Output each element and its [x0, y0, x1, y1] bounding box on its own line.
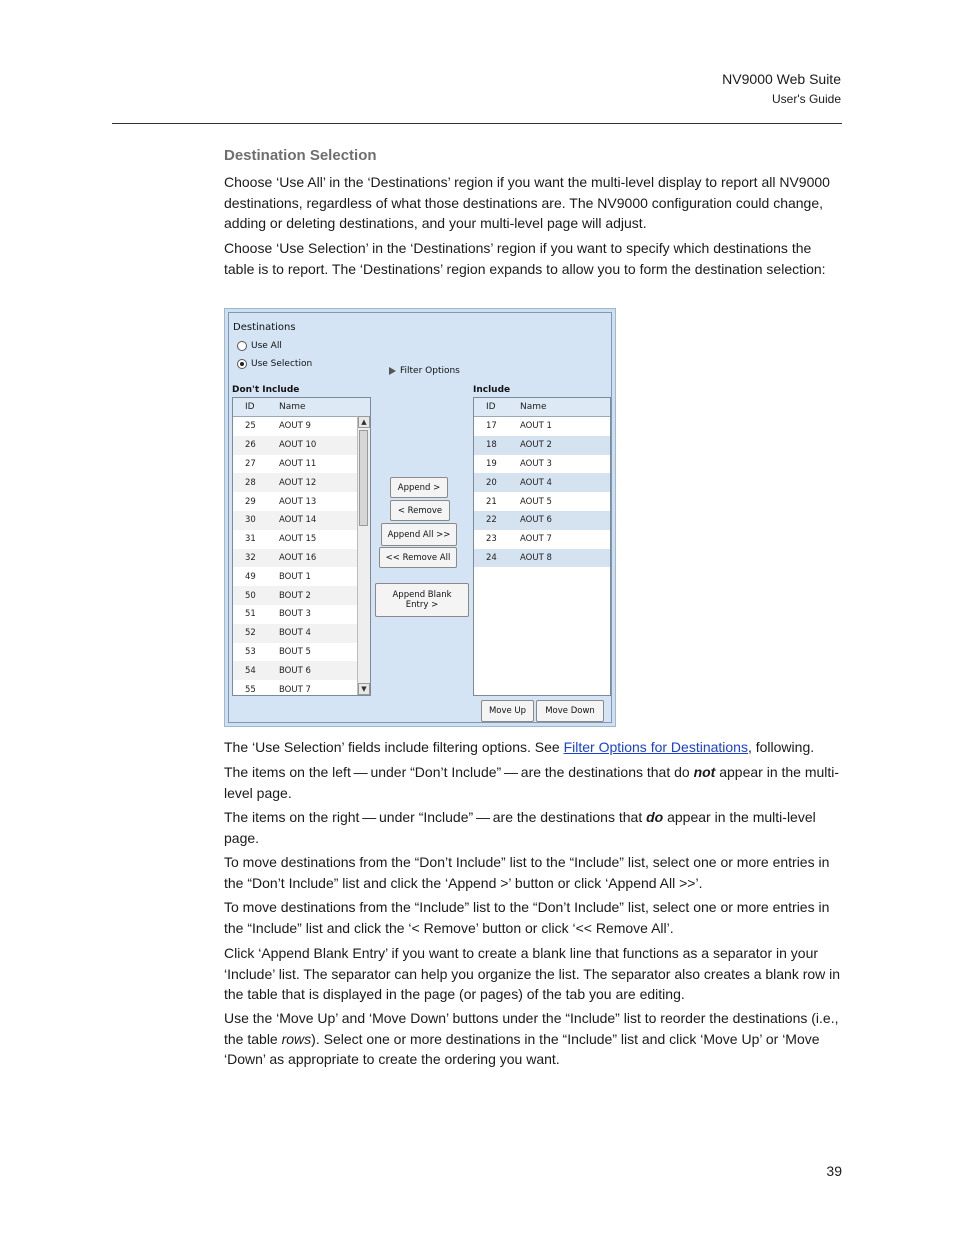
paragraph-remove: To move destinations from the “Include” list to the “Don’t Include” list, select one or more entries in the “Include” list and click the ‘< Remove’ button or click ‘<< Remove All’. [224, 899, 830, 936]
list-item[interactable] [474, 455, 610, 474]
destinations-title: Destinations [233, 322, 296, 333]
item-id: 52 [245, 628, 256, 639]
append-button[interactable]: Append > [390, 477, 448, 498]
list-item[interactable] [474, 417, 610, 436]
dont-include-header [233, 398, 370, 417]
destinations-figure [224, 308, 616, 727]
include-label: Include [473, 385, 511, 395]
item-id: 53 [245, 646, 256, 657]
list-item[interactable] [474, 549, 610, 568]
dont-include-list[interactable] [232, 397, 371, 696]
item-name: AOUT 16 [279, 552, 317, 563]
item-name: AOUT 4 [520, 477, 552, 488]
radio-use-all[interactable] [237, 341, 282, 351]
paragraph-reorder [224, 1008, 844, 1070]
list-item[interactable] [233, 417, 370, 436]
radio-use-selection-circle[interactable] [237, 359, 247, 369]
list-item[interactable] [233, 511, 370, 530]
item-name: BOUT 5 [279, 646, 311, 657]
remove-button[interactable]: < Remove [390, 500, 450, 521]
paragraph-use-all: Choose ‘Use All’ in the ‘Destinations’ region if you want the multi-level display to report all NV9000 destinations, regardless of what those destinations are. The NV9000 configuration could change, adding or deleting destinations, and your multi-level page will adjust. [224, 174, 830, 231]
item-name: AOUT 10 [279, 440, 317, 451]
list-item[interactable] [233, 624, 370, 643]
list-item[interactable] [233, 643, 370, 662]
list-item[interactable] [233, 567, 370, 586]
item-id: 25 [245, 421, 256, 432]
item-name: AOUT 1 [520, 421, 552, 432]
scroll-up-icon[interactable]: ▲ [358, 416, 370, 428]
append-blank-entry-button[interactable]: Append Blank Entry > [375, 583, 469, 617]
item-id: 27 [245, 458, 256, 469]
paragraph-right-text: The items on the right — under “Include” — are the destinations that [224, 809, 647, 825]
include-header [474, 398, 610, 417]
radio-use-all-label: Use All [251, 341, 282, 351]
item-id: 26 [245, 440, 256, 451]
page-number: 39 [826, 1163, 842, 1179]
item-id: 29 [245, 496, 256, 507]
col-id-header: ID [245, 402, 255, 412]
emphasis-rows: rows [281, 1030, 312, 1047]
item-id: 28 [245, 477, 256, 488]
paragraph-use-selection: Choose ‘Use Selection’ in the ‘Destinations’ region if you want to specify which destinations the table is to report. The ‘Destinations’ region expands to allow you to form the destination selection: [224, 240, 826, 277]
item-id: 21 [486, 496, 497, 507]
list-item[interactable] [233, 586, 370, 605]
include-list[interactable] [473, 397, 611, 696]
item-name: AOUT 7 [520, 534, 552, 545]
list-item[interactable] [233, 455, 370, 474]
item-id: 23 [486, 534, 497, 545]
item-id: 18 [486, 440, 497, 451]
expand-triangle-icon [389, 367, 396, 375]
item-name: AOUT 8 [520, 552, 552, 563]
item-id: 19 [486, 458, 497, 469]
emphasis-not: not [693, 764, 716, 780]
paragraph-left-text: The items on the left — under “Don’t Include” — are the destinations that do [224, 764, 694, 780]
running-header-subtitle: User's Guide [772, 92, 841, 106]
header-rule [112, 123, 842, 124]
destinations-panel [228, 312, 612, 723]
dont-include-rows [233, 417, 370, 696]
list-item[interactable] [474, 436, 610, 455]
remove-all-button[interactable]: << Remove All [379, 547, 457, 568]
list-item[interactable] [233, 530, 370, 549]
filter-options-toggle[interactable] [389, 366, 460, 376]
item-name: BOUT 7 [279, 684, 311, 695]
paragraph-filtering [224, 737, 844, 758]
item-name: AOUT 15 [279, 534, 317, 545]
item-id: 54 [245, 665, 256, 676]
scroll-down-icon[interactable]: ▼ [358, 683, 370, 695]
list-item[interactable] [474, 530, 610, 549]
item-name: BOUT 1 [279, 571, 311, 582]
item-name: BOUT 4 [279, 628, 311, 639]
paragraph-filtering-text: The ‘Use Selection’ fields include filtering options. See [224, 739, 564, 755]
emphasis-do: do [646, 809, 664, 825]
paragraph-left-items [224, 762, 844, 803]
col-name-header: Name [520, 402, 547, 412]
col-id-header: ID [486, 402, 496, 412]
paragraph-reorder-text: Use the ‘Move Up’ and ‘Move Down’ buttons under the “Include” list to reorder the destinations (i.e., the table [224, 1010, 839, 1047]
list-item[interactable] [233, 473, 370, 492]
item-name: AOUT 2 [520, 440, 552, 451]
item-id: 31 [245, 534, 256, 545]
dont-include-scrollbar[interactable] [357, 416, 370, 695]
item-name: AOUT 5 [520, 496, 552, 507]
item-id: 32 [245, 552, 256, 563]
list-item[interactable] [474, 492, 610, 511]
item-id: 51 [245, 609, 256, 620]
scroll-thumb[interactable] [359, 430, 368, 526]
paragraph-left-tail: appear in the multi-level page. [224, 764, 840, 801]
paragraph-append: To move destinations from the “Don’t Include” list to the “Include” list, select one or more entries in the “Don’t Include” list and click the ‘Append >’ button or click ‘Append All >>’. [224, 854, 830, 891]
item-id: 49 [245, 571, 256, 582]
running-header-title: NV9000 Web Suite [722, 71, 841, 87]
list-item[interactable] [474, 511, 610, 530]
paragraph-reorder-tail: ). Select one or more destinations in the “Include” list and click ‘Move Up’ or ‘Move ‘Down’ as appropriate to create the ordering you want. [224, 1030, 820, 1067]
item-name: AOUT 12 [279, 477, 317, 488]
item-name: AOUT 11 [279, 458, 317, 469]
item-id: 30 [245, 515, 256, 526]
item-id: 22 [486, 515, 497, 526]
filter-options-link[interactable]: Filter Options for Destinations [563, 739, 748, 755]
item-id: 20 [486, 477, 497, 488]
list-item[interactable] [233, 436, 370, 455]
paragraph-right-items [224, 807, 844, 848]
dont-include-label: Don't Include [232, 385, 300, 395]
list-item[interactable] [233, 549, 370, 568]
item-name: AOUT 13 [279, 496, 317, 507]
item-id: 55 [245, 684, 256, 695]
list-item[interactable] [233, 680, 370, 696]
col-name-header: Name [279, 402, 306, 412]
item-name: AOUT 6 [520, 515, 552, 526]
move-down-button[interactable]: Move Down [536, 700, 604, 722]
radio-use-selection-label: Use Selection [251, 359, 313, 369]
list-item[interactable] [233, 661, 370, 680]
item-name: AOUT 9 [279, 421, 311, 432]
paragraph-blank-entry: Click ‘Append Blank Entry’ if you want to create a blank line that functions as a separator in your ‘Include’ list. The separator can help you organize the list. The separator also creates a blank row in the table that is displayed in the page (or pages) of the tab you are editing. [224, 945, 841, 1002]
item-id: 50 [245, 590, 256, 601]
include-rows [474, 417, 610, 567]
radio-use-all-circle[interactable] [237, 341, 247, 351]
item-id: 17 [486, 421, 497, 432]
item-name: AOUT 3 [520, 458, 552, 469]
item-id: 24 [486, 552, 497, 563]
list-item[interactable] [474, 473, 610, 492]
item-name: BOUT 3 [279, 609, 311, 620]
section-title: Destination Selection [224, 147, 377, 164]
paragraph-filtering-tail: , following. [747, 739, 815, 755]
move-up-button[interactable]: Move Up [481, 700, 534, 722]
item-name: AOUT 14 [279, 515, 317, 526]
item-name: BOUT 2 [279, 590, 311, 601]
filter-options-label: Filter Options [400, 366, 460, 376]
paragraph-right-tail: appear in the multi-level page. [224, 809, 816, 846]
radio-use-selection[interactable] [237, 359, 312, 369]
list-item[interactable] [233, 492, 370, 511]
item-name: BOUT 6 [279, 665, 311, 676]
append-all-button[interactable]: Append All >> [381, 523, 457, 546]
list-item[interactable] [233, 605, 370, 624]
